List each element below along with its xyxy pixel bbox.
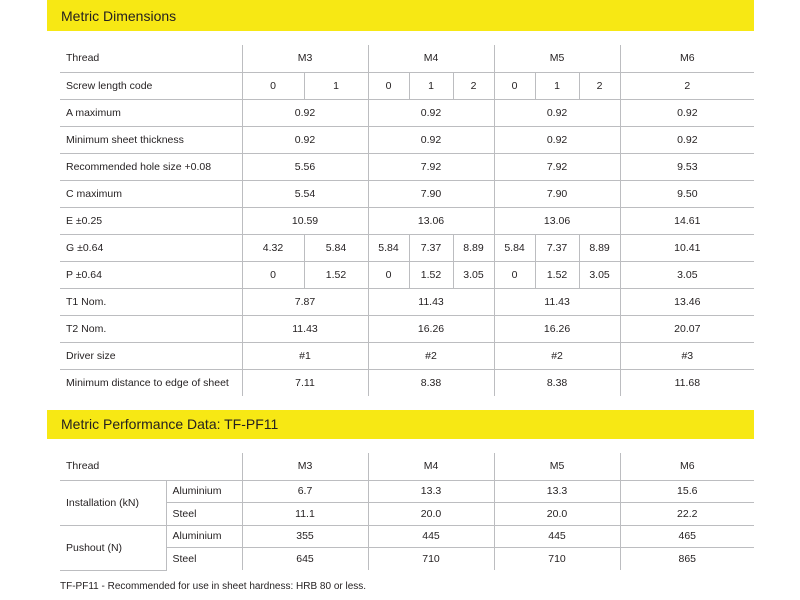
material-label: Aluminium (166, 525, 242, 548)
row-label: P ±0.64 (60, 261, 242, 288)
material-label: Steel (166, 548, 242, 571)
cell: 13.3 (494, 480, 620, 503)
cell: 1 (304, 72, 368, 99)
thread-m4: M4 (368, 45, 494, 72)
row-label: Thread (60, 45, 242, 72)
metric-dimensions-table (60, 45, 754, 396)
cell: 8.89 (453, 234, 494, 261)
cell: 16.26 (368, 315, 494, 342)
cell: 0.92 (494, 126, 620, 153)
cell: #2 (368, 342, 494, 369)
cell: 2 (453, 72, 494, 99)
row-label: T2 Nom. (60, 315, 242, 342)
cell: 0.92 (368, 99, 494, 126)
cell: 0 (494, 72, 535, 99)
material-label: Aluminium (166, 480, 242, 503)
pushout-aluminium-row (60, 525, 754, 548)
cell: 13.06 (494, 207, 620, 234)
row-label: C maximum (60, 180, 242, 207)
row-label: Recommended hole size +0.08 (60, 153, 242, 180)
cell: 20.07 (620, 315, 754, 342)
cell: 7.37 (409, 234, 453, 261)
row-label: Screw length code (60, 72, 242, 99)
thread-m6: M6 (620, 45, 754, 72)
thread-m5: M5 (494, 45, 620, 72)
installation-aluminium-row (60, 480, 754, 503)
material-label: Steel (166, 503, 242, 526)
cell: 3.05 (453, 261, 494, 288)
cell: 10.41 (620, 234, 754, 261)
cell: 15.6 (620, 480, 754, 503)
cell: 7.37 (535, 234, 579, 261)
row-label: E ±0.25 (60, 207, 242, 234)
cell: 13.06 (368, 207, 494, 234)
cell: 9.53 (620, 153, 754, 180)
cell: 8.38 (494, 369, 620, 396)
driver-size-row (60, 342, 754, 369)
cell: 7.92 (368, 153, 494, 180)
cell: 4.32 (242, 234, 304, 261)
cell: 11.43 (242, 315, 368, 342)
row-label: Minimum distance to edge of sheet (66, 376, 229, 389)
cell: 0 (494, 261, 535, 288)
t1-nom-row (60, 288, 754, 315)
cell: 5.84 (494, 234, 535, 261)
cell: 645 (242, 548, 368, 571)
cell: 7.90 (494, 180, 620, 207)
cell: 355 (242, 525, 368, 548)
cell: 0.92 (494, 99, 620, 126)
cell: 865 (620, 548, 754, 571)
cell: 7.11 (242, 369, 368, 396)
cell: 1 (409, 72, 453, 99)
cell: 5.56 (242, 153, 368, 180)
g-row (60, 234, 754, 261)
cell: 0.92 (368, 126, 494, 153)
cell: 1.52 (535, 261, 579, 288)
thread-m3: M3 (242, 453, 368, 480)
minimum-distance-row (60, 369, 754, 396)
cell: 8.89 (579, 234, 620, 261)
cell: 11.1 (242, 503, 368, 526)
cell: 5.84 (304, 234, 368, 261)
cell: 0.92 (242, 126, 368, 153)
cell: 16.26 (494, 315, 620, 342)
cell: 1 (535, 72, 579, 99)
cell: 1.52 (304, 261, 368, 288)
e-row (60, 207, 754, 234)
row-label: Minimum sheet thickness (60, 126, 242, 153)
row-label: Driver size (60, 342, 242, 369)
p-row (60, 261, 754, 288)
cell: 710 (368, 548, 494, 571)
installation-label: Installation (kN) (60, 480, 166, 525)
cell: 20.0 (494, 503, 620, 526)
cell: 0 (242, 72, 304, 99)
cell: 20.0 (368, 503, 494, 526)
footnote: TF-PF11 - Recommended for use in sheet hardness: HRB 80 or less. (60, 581, 367, 592)
pushout-label: Pushout (N) (60, 525, 166, 570)
c-maximum-row (60, 180, 754, 207)
cell: 0.92 (242, 99, 368, 126)
cell: 1.52 (409, 261, 453, 288)
cell: 445 (368, 525, 494, 548)
cell: 22.2 (620, 503, 754, 526)
cell: 7.92 (494, 153, 620, 180)
cell: #1 (242, 342, 368, 369)
cell: 13.46 (620, 288, 754, 315)
cell: 7.90 (368, 180, 494, 207)
cell: 8.38 (368, 369, 494, 396)
cell: 6.7 (242, 480, 368, 503)
cell: 0 (368, 261, 409, 288)
cell: 9.50 (620, 180, 754, 207)
cell: 2 (579, 72, 620, 99)
cell: 5.84 (368, 234, 409, 261)
cell: 0.92 (620, 99, 754, 126)
row-label: Thread (60, 453, 242, 480)
row-label: G ±0.64 (60, 234, 242, 261)
thread-row (60, 45, 754, 72)
cell: 465 (620, 525, 754, 548)
row-label: A maximum (60, 99, 242, 126)
row-label: T1 Nom. (60, 288, 242, 315)
t2-nom-row (60, 315, 754, 342)
metric-performance-heading: Metric Performance Data: TF-PF11 (47, 410, 754, 439)
minimum-sheet-thickness-row (60, 126, 754, 153)
cell: 0 (368, 72, 409, 99)
cell: 445 (494, 525, 620, 548)
cell: 710 (494, 548, 620, 571)
cell: 14.61 (620, 207, 754, 234)
cell: 11.43 (368, 288, 494, 315)
metric-performance-table (60, 453, 754, 571)
cell: 5.54 (242, 180, 368, 207)
cell: 0.92 (620, 126, 754, 153)
screw-length-code-row (60, 72, 754, 99)
cell: 11.68 (620, 369, 754, 396)
cell: 13.3 (368, 480, 494, 503)
recommended-hole-size-row (60, 153, 754, 180)
cell: 3.05 (579, 261, 620, 288)
cell: #3 (620, 342, 754, 369)
thread-row (60, 453, 754, 480)
thread-m6: M6 (620, 453, 754, 480)
cell: 10.59 (242, 207, 368, 234)
thread-m5: M5 (494, 453, 620, 480)
cell: 11.43 (494, 288, 620, 315)
cell: 7.87 (242, 288, 368, 315)
thread-m4: M4 (368, 453, 494, 480)
cell: #2 (494, 342, 620, 369)
cell: 0 (242, 261, 304, 288)
a-maximum-row (60, 99, 754, 126)
cell: 2 (620, 72, 754, 99)
cell: 3.05 (620, 261, 754, 288)
thread-m3: M3 (242, 45, 368, 72)
metric-dimensions-heading: Metric Dimensions (47, 0, 754, 31)
